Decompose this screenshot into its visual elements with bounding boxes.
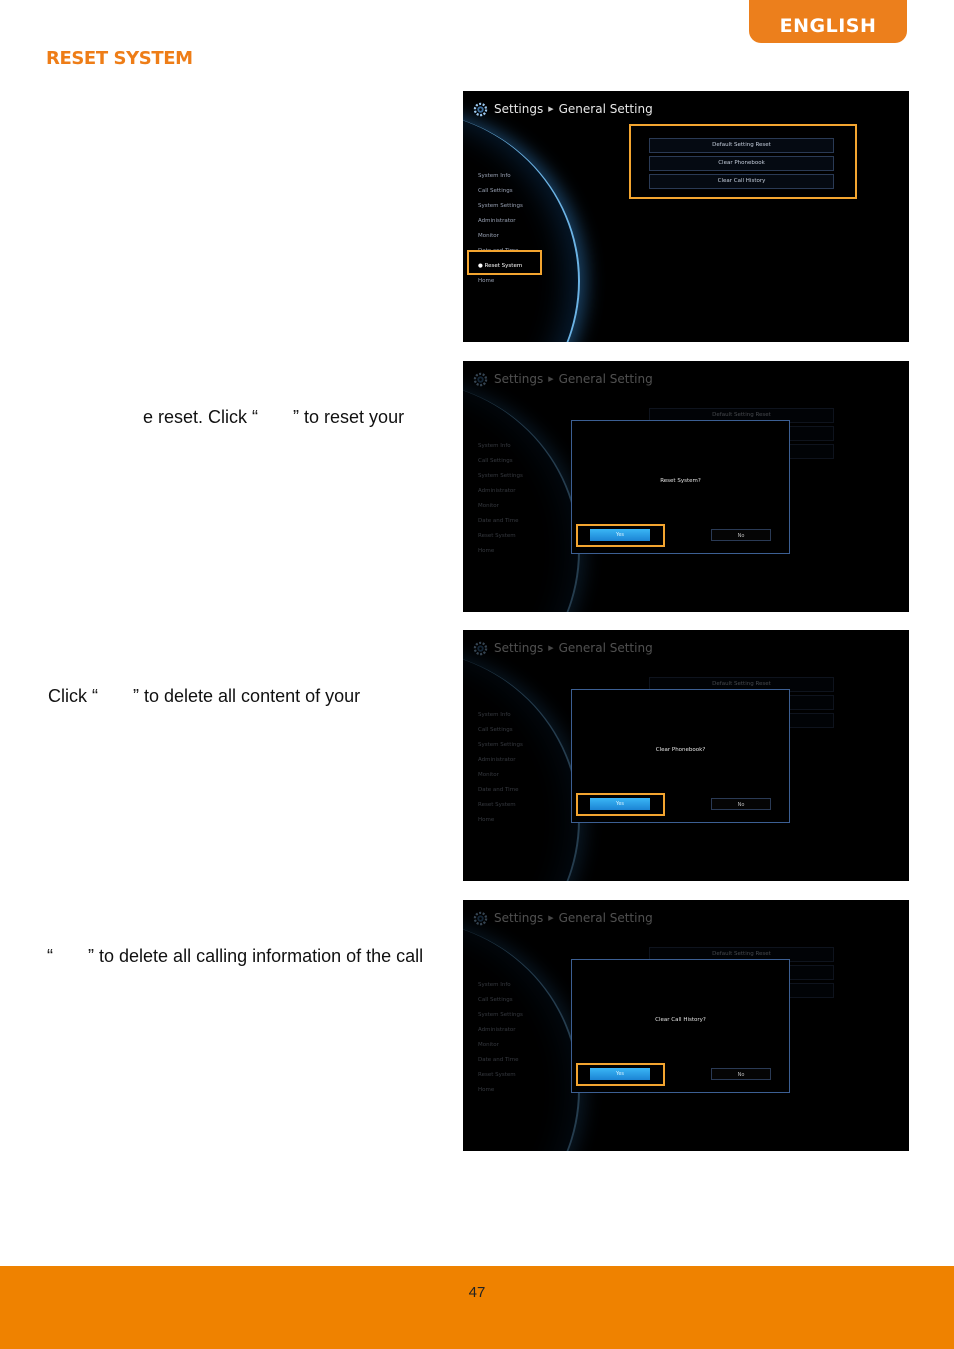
- menu-item-call-settings[interactable]: Call Settings: [478, 188, 513, 194]
- history-instruction-text: “ ” to delete all calling information of the call: [47, 946, 424, 966]
- no-button[interactable]: No: [711, 1068, 771, 1080]
- menu-item-administrator[interactable]: Administrator: [478, 218, 516, 224]
- dialog-message: Reset System?: [660, 478, 701, 484]
- yes-highlight: [576, 1063, 665, 1086]
- language-tab: ENGLISH: [749, 0, 907, 43]
- gear-icon: [473, 102, 488, 117]
- screenshot-phonebook-dialog: [463, 630, 909, 881]
- dialog-message: Clear Phonebook?: [655, 747, 706, 753]
- screenshot-history-dialog: [463, 900, 909, 1151]
- dialog-message: Clear Call History?: [655, 1017, 706, 1023]
- no-button[interactable]: No: [711, 798, 771, 810]
- menu-item-reset-system-label: Reset System: [484, 263, 523, 269]
- breadcrumb-page: General Setting: [558, 102, 653, 116]
- menu-item-date-time[interactable]: Date and Time: [478, 248, 519, 254]
- no-button[interactable]: No: [711, 529, 771, 541]
- menu-item-reset-system[interactable]: ● Reset System: [478, 263, 523, 269]
- yes-highlight: [576, 793, 665, 816]
- breadcrumb-root: Settings: [494, 102, 544, 116]
- yes-highlight: [576, 524, 665, 547]
- yes-button[interactable]: Yes: [590, 1068, 650, 1080]
- option-default-setting-reset[interactable]: Default Setting Reset: [649, 138, 834, 153]
- options-highlight: [629, 124, 857, 199]
- menu-item-home[interactable]: Home: [478, 278, 495, 284]
- menu-item-system-settings[interactable]: System Settings: [478, 203, 523, 209]
- section-title: RESET SYSTEM: [46, 48, 193, 69]
- yes-button[interactable]: Yes: [590, 529, 650, 541]
- page-number: 47: [468, 1284, 486, 1301]
- phonebook-instruction-text: Click “ ” to delete all content of your: [48, 686, 361, 706]
- footer-bar: [0, 1266, 954, 1349]
- menu-item-system-info[interactable]: System Info: [478, 173, 511, 179]
- option-clear-phonebook[interactable]: Clear Phonebook: [649, 156, 834, 171]
- reset-system-highlight: [467, 250, 542, 275]
- screenshot-menu: [463, 91, 909, 342]
- reset-instruction-text: e reset. Click “ ” to reset your: [143, 407, 405, 427]
- screenshot-reset-dialog: [463, 361, 909, 612]
- breadcrumb-arrow-icon: ▶: [548, 105, 554, 113]
- breadcrumb: [473, 100, 653, 118]
- option-clear-call-history[interactable]: Clear Call History: [649, 174, 834, 189]
- yes-button[interactable]: Yes: [590, 798, 650, 810]
- menu-item-monitor[interactable]: Monitor: [478, 233, 499, 239]
